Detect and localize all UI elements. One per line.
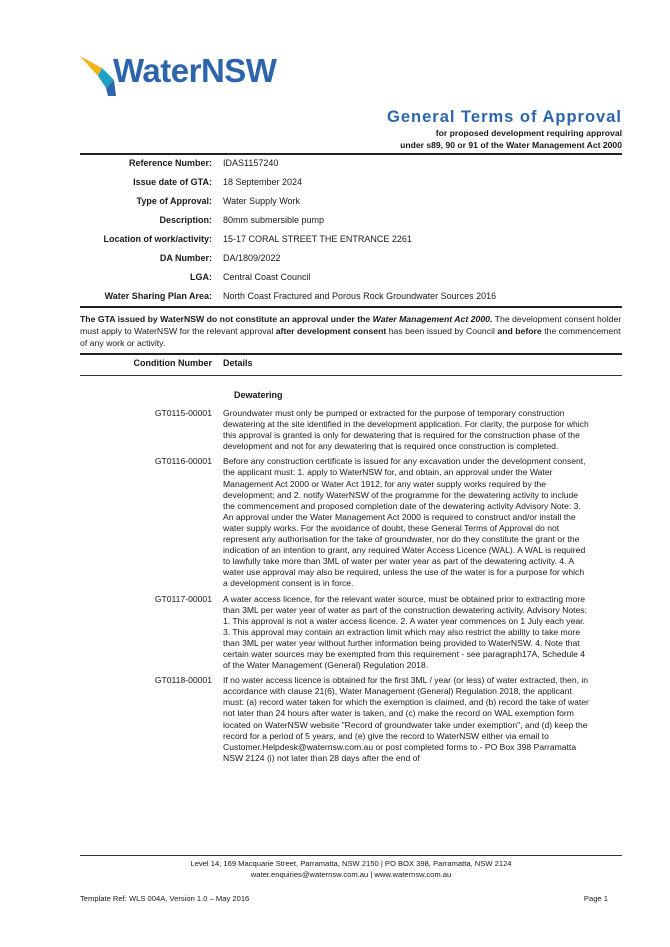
condition-text: A water access licence, for the relevant water source, must be obtained prior to extracting more than 3ML per water year of water as part of the construction dewatering activity. Advisory Notes: 1. This approval is not a water access licence. 2. A water year commences on 1 July each year. 3. This approval may contain an extraction limit which may also restrict the ability to take more than 3ML per water year without further information being provided to WaterNSW. 4. Note that certain water sources may be exempted from this requirement - see paragraph17A, Schedule 4 of the Water Management (General) Regulation 2018.: [223, 593, 587, 671]
condition-row: [80, 594, 622, 672]
detail-row: [80, 267, 622, 286]
divider: [80, 306, 622, 308]
condition-number: GT0117-00001: [154, 593, 212, 604]
detail-row: [80, 286, 622, 305]
divider: [80, 375, 622, 376]
conditions-list: [80, 408, 622, 768]
detail-value: DA/1809/2022: [223, 252, 281, 263]
section-title: Dewatering: [234, 390, 283, 400]
document-subtitle: for proposed development requiring approval: [435, 128, 622, 138]
notice-act-name: Water Management Act 2000.: [372, 314, 493, 324]
condition-row: [80, 408, 622, 452]
detail-label: DA Number:: [159, 252, 212, 263]
notice-emphasis: after development consent: [275, 326, 387, 336]
detail-value: IDAS1157240: [223, 158, 279, 169]
document-subtitle-act: under s89, 90 or 91 of the Water Management Act 2000: [400, 140, 622, 150]
notice-text: has been issued by Council: [386, 326, 498, 336]
condition-row: [80, 675, 622, 764]
detail-row: [80, 192, 622, 211]
template-reference: Template Ref: WLS 004A, Version 1.0 – May 2016: [80, 894, 250, 903]
condition-text: Before any construction certificate is issued for any excavation under the development consent, the applicant must: 1. apply to WaterNSW for, and obtain, an approval under the Water Management Act 2000 or Water Act 1912, for any water supply works required by the development; and 2. notify WaterNSW of the programme for the dewatering activity to include the commencement and proposed completion date of the dewatering activity Advisory Note: 3. An approval under the Water Management Act 2000 is required to construct and/or install the water supply works. For the avoidance of doubt, these General Terms of Approval do not represent any authorisation for the take of groundwater, nor do they constitute the grant or the indication of an intention to grant, any required Water Access Licence (WAL). A WAL is required to lawfully take more than 3ML of water per water year as part of the dewatering activity. 4. A water use approval may also be required, unless the use of the water is for a purpose for which a development consent is in force.: [223, 456, 586, 589]
notice-emphasis: and before: [497, 326, 542, 336]
detail-value: 80mm submersible pump: [223, 215, 325, 226]
detail-row: [80, 154, 622, 173]
condition-number: GT0116-00001: [154, 456, 212, 467]
notice-text: The GTA issued by WaterNSW do not constitute an approval under the: [80, 314, 373, 324]
condition-number: GT0118-00001: [154, 675, 212, 686]
condition-text: If no water access licence is obtained for the first 3ML / year (or less) of water extracted, then, in accordance with clause 21(6), Water Management (General) Regulation 2018, the applicant must: (a) record water taken for which the exemption is claimed, and (b) record the take of water not later than 24 hours after water is taken, and (c) make the record on WAL exemption form located on WaterNSW website "Record of groundwater take under exemption", and (d) keep the record for a period of 5 years, and (e) give the record to WaterNSW either via email to Customer.Helpdesk@waternsw.com.au or post completed forms to - PO Box 398 Parramatta NSW 2124 (i) not later than 28 days after the end of: [223, 675, 589, 763]
detail-row: [80, 230, 622, 249]
detail-row: [80, 248, 622, 267]
footer-contact: water.enquiries@waternsw.com.au | www.waternsw.com.au: [250, 869, 452, 879]
notice-text: the commencement of any work or activity.: [80, 326, 621, 348]
detail-label: LGA:: [190, 271, 212, 282]
approval-notice: [80, 313, 625, 349]
detail-value: Water Supply Work: [223, 196, 301, 207]
notice-text: The development consent holder must apply to WaterNSW for the relevant approval: [80, 314, 622, 336]
page-number: Page 1: [583, 894, 608, 903]
conditions-header: [80, 358, 622, 368]
condition-text: Groundwater must only be pumped or extracted for the purpose of temporary construction dewatering at the site identified in the development application. For clarity, the purpose for which this approval is granted is only for dewatering that is required for the construction phase of the development and not for any dewatering that is required once construction is completed.: [223, 408, 589, 452]
logo-text: WaterNSW: [113, 52, 277, 89]
detail-row: [80, 211, 622, 230]
detail-value: Central Coast Council: [223, 271, 311, 282]
footer-address: Level 14, 169 Macquarie Street, Parramatta, NSW 2150 | PO BOX 398, Parramatta, NSW 2124: [190, 859, 512, 868]
approval-details: [80, 154, 622, 305]
condition-number-header: Condition Number: [133, 358, 212, 368]
detail-value: 15-17 CORAL STREET THE ENTRANCE 2261: [223, 234, 412, 244]
detail-row: [80, 173, 622, 192]
detail-value: North Coast Fractured and Porous Rock Groundwater Sources 2016: [223, 290, 497, 301]
detail-label: Type of Approval:: [136, 196, 212, 207]
page-footer: [80, 859, 622, 880]
detail-value: 18 September 2024: [223, 177, 303, 188]
divider: [80, 855, 622, 856]
condition-number: GT0115-00001: [154, 408, 212, 418]
condition-row: [80, 456, 622, 589]
detail-label: Location of work/activity:: [103, 234, 212, 244]
document-title: General Terms of Approval: [387, 108, 622, 126]
details-header: Details: [223, 358, 253, 368]
detail-label: Description:: [159, 215, 212, 226]
detail-label: Issue date of GTA:: [133, 177, 212, 188]
detail-label: Reference Number:: [128, 158, 212, 169]
detail-label: Water Sharing Plan Area:: [104, 290, 212, 301]
divider: [80, 353, 622, 355]
